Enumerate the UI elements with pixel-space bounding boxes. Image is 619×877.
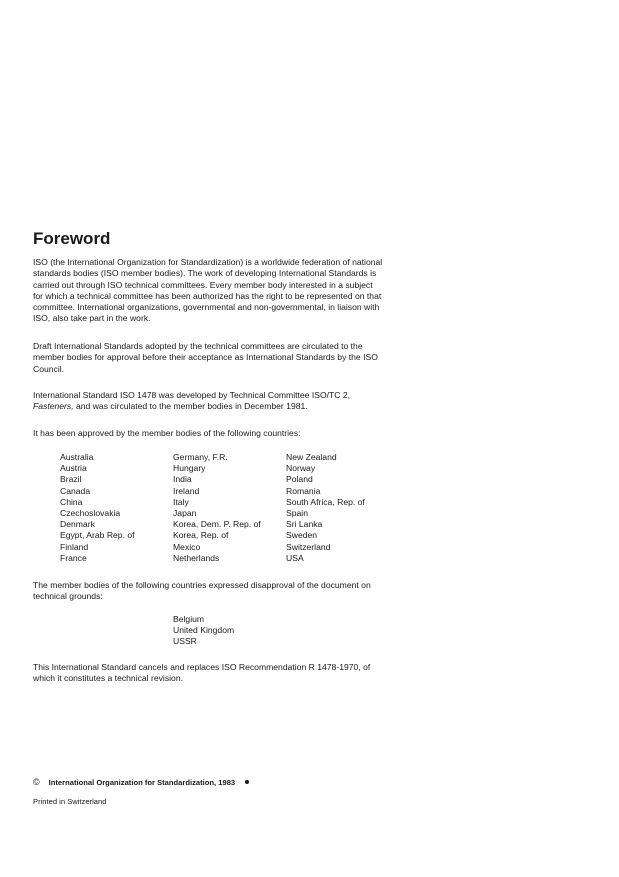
country-name: Germany, F.R. [173,452,228,462]
country-name: Poland [286,474,313,485]
country-name: Italy [173,496,189,507]
copyright-line [33,777,249,787]
printed-in: Printed in Switzerland [33,797,107,806]
country-name: Norway [286,463,316,474]
country-name: Finland [60,541,89,552]
draft-paragraph: Draft International Standards adopted by the technical committees are circulated to the member bodies for approval before their acceptance as International Standards by the ISO Council. [33,341,378,374]
country-name: France [60,552,87,563]
country-name: USSR [173,636,197,647]
country-name: Romania [286,485,321,496]
country-name: Canada [60,485,91,496]
revision-paragraph: This International Standard cancels and replaces ISO Recommendation R 1478-1970, of which it constitutes a technical revision. [33,662,371,684]
committee-name: Fasteners, [33,401,74,412]
country-column [173,452,286,564]
development-text-end: and was circulated to the member bodies in December 1981. [73,401,308,412]
country-name: Egypt, Arab Rep. of [60,530,135,541]
bullet-icon [245,780,249,784]
country-name: Ireland [173,485,200,496]
approving-countries-list [60,452,399,564]
country-name: Brazil [60,474,82,485]
country-name: Sweden [286,530,318,541]
country-name: Japan [173,508,197,519]
country-name: South Africa, Rep. of [286,496,365,507]
country-name: United Kingdom [173,625,235,636]
country-name: Spain [286,508,308,519]
country-name: China [60,496,83,507]
disapproving-countries-list [173,614,234,648]
country-name: Hungary [173,463,206,474]
country-name: USA [286,552,304,563]
intro-paragraph: ISO (the International Organization for Standardization) is a worldwide federation of national standards bodies (ISO member bodies). The work of developing International Standards is carried out through ISO technical committees. Every member body interested in a subject for which a technical committee has been authorized has the right to be represented on that committee. International organizations, governmental and non-governmental, in liaison with ISO, also take part in the work. [33,257,383,324]
country-name: Korea, Dem. P. Rep. of [173,519,261,530]
approval-paragraph: It has been approved by the member bodies of the following countries: [33,428,301,438]
country-name: Switzerland [286,541,331,552]
country-column [286,452,399,564]
development-text-start: International Standard ISO 1478 was developed by Technical Committee ISO/TC 2, [33,390,351,400]
country-name: Netherlands [173,552,220,563]
copyright-text: International Organization for Standardization, 1983 [48,777,236,787]
disapproval-paragraph: The member bodies of the following countries expressed disapproval of the document on technical grounds: [33,580,371,602]
country-name: Sri Lanka [286,519,323,530]
copyright-icon: © [33,777,40,787]
country-name: Austria [60,463,87,474]
development-paragraph [33,390,383,413]
country-column [60,452,173,564]
country-name: Czechoslovakia [60,508,121,519]
page-title: Foreword [33,229,111,248]
country-name: Mexico [173,541,201,552]
country-name: New Zealand [286,452,337,462]
country-name: India [173,474,192,485]
country-name: Denmark [60,519,95,530]
country-name: Australia [60,452,94,462]
country-name: Belgium [173,614,205,624]
country-name: Korea, Rep. of [173,530,229,541]
